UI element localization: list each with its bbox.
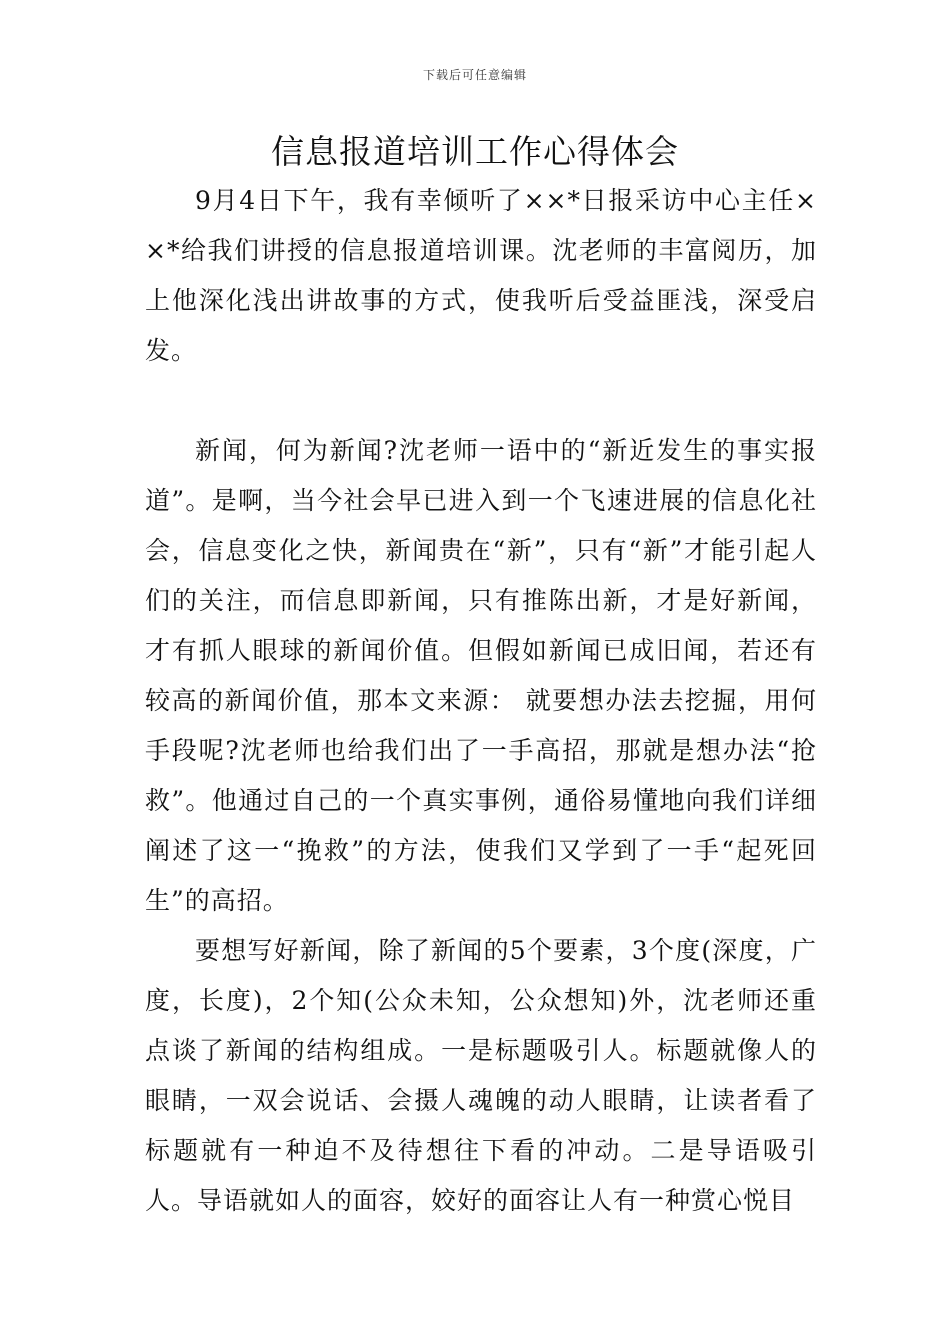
document-title: 信息报道培训工作心得体会 <box>271 132 679 171</box>
document-body <box>145 176 817 1226</box>
header-note: 下载后可任意编辑 <box>422 68 527 82</box>
paragraph-3: 要想写好新闻，除了新闻的5个要素，3个度(深度，广度，长度)，2个知(公众未知，公众想知)外，沈老师还重点谈了新闻的结构组成。一是标题吸引人。标题就像人的眼睛，一双会说话、会摄人魂魄的动人眼睛，让读者看了标题就有一种迫不及待想往下看的冲动。二是导语吸引人。导语就如人的面容，姣好的面容让人有一种赏心悦目 <box>145 936 817 1215</box>
paragraph-2: 新闻，何为新闻?沈老师一语中的“新近发生的事实报道”。是啊，当今社会早已进入到一个飞速进展的信息化社会，信息变化之快，新闻贵在“新”，只有“新”才能引起人们的关注，而信息即新闻，只有推陈出新，才是好新闻，才有抓人眼球的新闻价值。但假如新闻已成旧闻，若还有较高的新闻价值，那本文来源： 就要想办法去挖掘，用何手段呢?沈老师也给我们出了一手高招，那就是想办法“抢救”。他通过自己的一个真实事例，通俗易懂地向我们详细阐述了这一“挽救”的方法，使我们又学到了一手“起死回生”的高招。 <box>145 436 817 915</box>
paragraph-1: 9月4日下午，我有幸倾听了××*日报采访中心主任××*给我们讲授的信息报道培训课。沈老师的丰富阅历，加上他深化浅出讲故事的方式，使我听后受益匪浅，深受启发。 <box>145 186 817 365</box>
